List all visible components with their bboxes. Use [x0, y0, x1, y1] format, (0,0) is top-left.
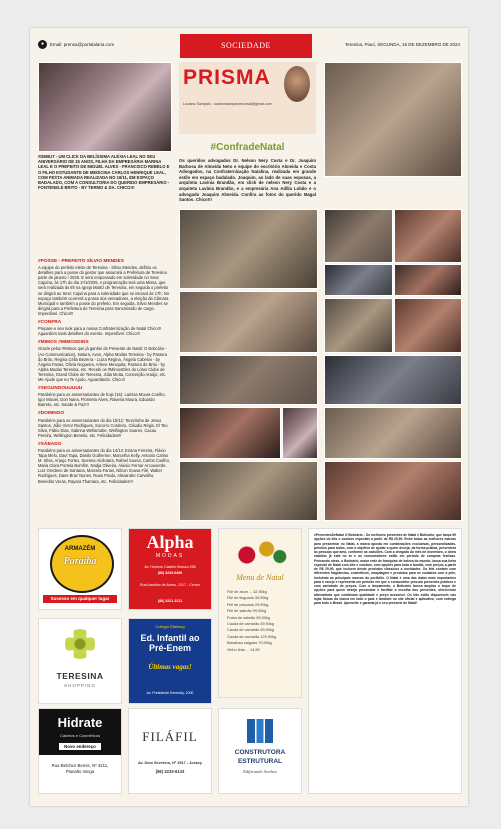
construtora-tag: Edificando Sonhos [243, 769, 277, 774]
christmas-ornaments-icon [227, 537, 293, 567]
section-title: SOCIEDADE [180, 34, 312, 58]
menu-item: Vinho tinto ... 14,90 [227, 647, 260, 652]
column-text: Grazie pelos #Mimos que já ganhei de Presente de Natal: O Boticário - (Ao Communication), Natura, Avon, Alpha Modas Teresina - by Pastora do Brito, Regina Célia Bezerra - Luiza Regina, Ângela Cabelos - by Ângela Farias, Olívia Nogueira, Arlene Mesquita, Pastora do Brito - by Alpha Modas Teresina, etc. Recebi os #MimosDins do Lótus Clube de Teresina, Grand Clube de Teresina, Júlia Moita, Conceição Araújo, etc. Me Ajude que eu Te Ajudo. Aguardando. Chico!! [38, 346, 167, 382]
alpha-name: Alpha [146, 532, 194, 552]
menu-item: Filé de atum ... 42,90kg [227, 590, 267, 594]
alpha-phone-1: (86) 3233-9496 [157, 571, 183, 575]
prisma-title: PRISMA [183, 66, 271, 89]
article-box [308, 528, 462, 794]
page-header [38, 34, 460, 56]
photo-group-14 [324, 407, 462, 459]
photo-group-8 [324, 298, 393, 353]
hidrate-badge: Novo endereço [59, 743, 101, 750]
hidrate-address: Rua Belchior Bernis, Nº 3211, Planalto Ininga [51, 763, 109, 774]
photo-group-6 [394, 264, 462, 296]
teresina-sub: SHOPPING [64, 683, 96, 688]
menu-list [227, 589, 295, 653]
alpha-address-1: Av. Homero Castelo Branco 258 [144, 565, 196, 569]
ad-menu-natal [218, 528, 302, 698]
column-title: #POSSE - PREFEITO SÍLVIO MENDES [38, 259, 124, 264]
photo-group-15 [179, 461, 318, 521]
armazem-brand: Paraíba [63, 556, 97, 567]
photo-group-13 [282, 407, 318, 459]
filafil-name: FILÁFIL [142, 729, 198, 744]
social-column [38, 255, 170, 484]
photo-group-11 [324, 355, 462, 405]
photo-caption: #DEBUT - UM CLICK DA BELÍSSIMA ALÉXIA LEAL NO SEU ANIVERSÁRIO DE 15 ANOS, FILHA DA EMPRESÁRIA MARINA LEAL E O PREFEITO DE MIGUEL ALVES - FRANCISCO REBELO E O FILHO ESTUDANTE DE MEDICINA CARLOS HENRIQUE LEAL, COM FESTA ANIMADA REALIZADA NO 16/11, EM ESPAÇO BADALADO, COM A CONSULTORIA DO QUERIDO EMPRESÁRIO - FONTENELE BRITO - BY TERMO & DA. CHICO!!! [38, 154, 170, 191]
photo-group-9 [394, 298, 462, 353]
alpha-sub: MODAS [155, 553, 185, 559]
ad-teresina-shopping [38, 618, 122, 704]
armazem-name: ARMAZÉM [64, 546, 96, 552]
ad-construtora [218, 708, 302, 794]
column-title: #SEGUNDOUUUUU [38, 386, 83, 392]
photo-group-12 [179, 407, 281, 459]
hidrate-sub: Cabelos e Cosméticos [59, 733, 101, 738]
edu-cta: Últimas vagas! [148, 663, 192, 671]
column-title: #DOMINGO [38, 411, 65, 417]
logo-icon: ● [38, 40, 47, 49]
ad-hidrate [38, 708, 122, 794]
ad-armazem-paraiba [38, 528, 122, 610]
alpha-phone-2: (86) 3221-3111 [157, 599, 183, 603]
edu-title: Ed. Infantil ao Pré-Enem [140, 633, 200, 653]
menu-item: Filé de pescada 29,90kg [227, 602, 269, 607]
column-title: #MIMOS #MIMOSDINS [38, 340, 89, 346]
menu-item: Cauda de camarão 69,90kg [227, 628, 274, 633]
construtora-name: CONSTRUTORA [234, 749, 286, 756]
newspaper-page [30, 28, 468, 806]
edu-address: Av. Presidente Kennedy, 1000 [146, 691, 194, 695]
confra-title: #ConfradeNatal [210, 142, 285, 153]
photo-group-3 [324, 209, 393, 263]
construtora-sub: ESTRUTURAL [237, 758, 283, 765]
menu-item: Cauda de camarão 129,90kg [227, 634, 276, 639]
column-title: #SÁBADO [38, 441, 62, 447]
site-email: Email: prensa@portalalaria.com [50, 42, 115, 47]
filafil-address: Av. Dom Severino, Nº 2517 - Jockey [137, 761, 203, 765]
menu-item: Filé de linguado 39,90kg [227, 596, 269, 601]
alpha-address-2: Rua Areolino de Abreu, 1317 - Centro [140, 583, 200, 587]
photo-group-7 [179, 291, 318, 353]
photo-group-1 [324, 62, 462, 177]
ad-alpha-modas [128, 528, 212, 610]
photo-debut [38, 62, 172, 152]
building-logo-icon [247, 719, 273, 743]
filafil-phone: (86) 3233-6133 [155, 769, 185, 774]
menu-item: Filé de salmão 99,90kg [227, 609, 267, 614]
article-text: #PresentesDeNatal O Boticário - Os melhores presentes de Natal é Boticário, que lança 69 opções de kits e combos especiais a partir de R$ 29,90. Entre todas as melhores marcas para presentear no Natal, a marca aposta em combinações exclusivas, personalizadas, prêmios para todos, com o objetivo de ajudar a quem deseja, da forma prática, presentear as pessoas que ama, conforme as ocasiões. Com a chegada do mês de dezembro, o clima natalino já está no ar e os consumidores estão em período de compras festivas. Pensando nisso, o Boticário, maior rede de franquias de beleza do mundo, lança sua linha especial de Natal com kits e combos, com opções para toda a família, com preços a partir de R$ 29,90, que incluem desde produtos clássicos a novidades. Os kits contam com diferentes fragrâncias, cosméticos, maquiagem e produtos para os cuidados com a pele, incluindo as principais marcas do portfólio. O Natal é uma das datas mais importantes para o varejo e representa um período em que o consumidor procura presentes práticos e com variedade de preços. Com o lançamento, o Boticário busca ampliar o leque de opções para quem deseja presentear e facilitar a escolha dos presentes, oferecendo alternativas que combinam qualidade e preço acessível. Os kits estão disponíveis nas lojas físicas da marca em todo o país e também no site oficial e aplicativo, com entrega para todo o Brasil. Aproveite e garanta já o seu presente de Natal! [314, 533, 456, 605]
photo-group-10 [179, 355, 318, 405]
column-text: Parabéns para os aniversariantes de hoje (16): Larissa Moura Coelho, Igor Maciel, Don Nana, Florineta Alves, Raveria Moura, Eduardo Barreto, etc. Saúde & Paz!!! [38, 392, 166, 408]
column-text: Parabéns para os aniversariantes do dia 14/12: Eriana Ferreira, Flávio Tapa Melo, Davi Tapa, Danilo Gutherme, Marcelha Kelly, Antonio Carlos M. Silva, Araujo Fortes, Suenna Alcântara, Rafael Sousa, Carlos Coelho, Maria Clara Portela Bomfim, Nadja Oliveira, Aluisio Fernar Arcouverde, Luiz Oredeno de Santana, Marcela Farias, Nilzon Sousa Filé, Walter Rodrigues, Dave Braz Nunes, Ruan Prado, Alexandre Carvalho, Benedito Veras, Rayara Thamara, etc. Felicidades!!! [38, 448, 170, 484]
columnist-photo [284, 66, 310, 102]
flower-logo-icon [65, 629, 95, 659]
column-text: Prepare-o seu look para a nossa Confraternização de Natal Chico!!! Aguardem mais detalhes do evento. Imperdível. Chico!!! [38, 326, 162, 337]
ad-filafil [128, 708, 212, 794]
prisma-header [179, 62, 316, 134]
menu-title: Menu de Natal [236, 573, 284, 582]
edu-brand: Colégio Elisberg [155, 624, 185, 629]
page-date: Teresina, Piauí, SEGUNDA, 16 DE DEZEMBRO DE 2024 [344, 42, 460, 47]
column-title: #CONFRA [38, 320, 62, 326]
photo-group-16 [324, 461, 462, 521]
menu-item: Cauda de camarão 89,90kg [227, 622, 274, 627]
photo-group-5 [324, 264, 393, 296]
hidrate-name: Hidrate [57, 715, 103, 730]
column-text: A equipe do prefeito eleito de Teresina - Sílvio Mendes, definiu os detalhes para a posse do gestor que assumirá a Prefeitura de Teresina parte de janeiro / 2025. E será empossado em solenidade no Sesc Cajuína, às 17h do dia 1º/1/2025. A programação terá uma Missa, que será realizada às 8h na Igreja Matriz de Teresina, em seguida o prefeito se dirigirá ao Sesc Cajuína para a solenidade que se iniciará às 17h. No espaço também ocorrerá a posse dos vereadores, a eleição da Câmara Municipal e também a posse do prefeito. Em seguida, Sílvio Mendes se dirigirá para a Prefeitura de Teresina para transmissão de cargo. Imperdível. Chico!!! [38, 265, 170, 316]
prisma-author: Luciano Sampaio - lucianosampaiorecursal@gmail.com [183, 102, 272, 106]
ad-colegio [128, 618, 212, 704]
column-text: Parabéns para os aniversariantes do dia 15/12: Tereziinha de Jesus Santos, Júlio Victor Rodrigues, Socorro Cordeiro, Cláudio Régis, El Teu Silva, Fábio Dias, Sabrina Wellamabe, Wellington Soares, Cacau Pereira, Wellington Benelio, etc. Felicidades!!! [38, 417, 168, 438]
menu-item: Posta de salmão 89,90kg [227, 615, 270, 620]
photo-group-2 [179, 209, 318, 289]
armazem-slogan: Sucesso em qualquer lugar [43, 595, 117, 603]
confra-text: Os queridos advogados Dr. Nelson Nery Costa e Dr. Joaquim Barbosa de Almeida Neto e equipe do escritório Almeida e Costa Advogados, na Confraternização Natalina, realizada em grande estilo em espaço badalado. Joaquim, ao lado de suas esposas, a arquiteta Lavínia Brandão, em click de nelson Nery Costa e a arquiteta Lavínia Brandão, e a empresária Ana Adília Lobão e o advogado Joaquim Almeida. Confira as fotos do querido Magal Santos. Chico!!! [179, 158, 316, 203]
teresina-name: TERESINA [56, 671, 104, 681]
menu-item: Bacalhau salgado 79,90kg [227, 641, 272, 646]
photo-group-4 [394, 209, 462, 263]
